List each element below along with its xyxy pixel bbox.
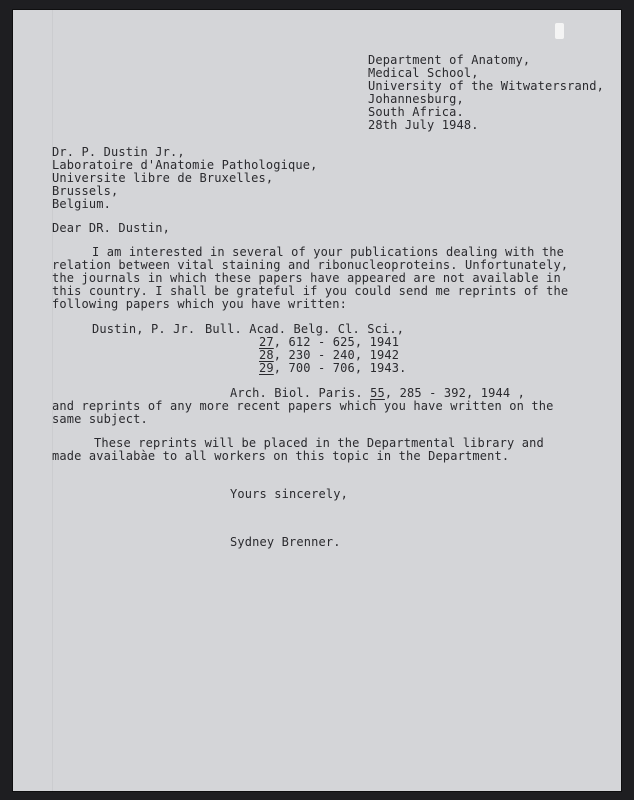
reference-pages: , 285 - 392, 1944 , xyxy=(384,386,525,400)
reference-volume: 29 xyxy=(259,361,274,375)
reference-volume: 28 xyxy=(259,348,274,362)
reference-journal: Arch. Biol. Paris. xyxy=(230,386,371,400)
letterhead-line: South Africa. xyxy=(368,105,464,119)
reference-author: Dustin, P. Jr. xyxy=(92,322,196,336)
reference-volume: 55 xyxy=(370,386,385,400)
reference-pages: , 700 - 706, 1943. xyxy=(273,361,407,375)
reference-journal: Bull. Acad. Belg. Cl. Sci., xyxy=(205,322,405,336)
reference-volume: 27 xyxy=(259,335,274,349)
reference-entry xyxy=(259,362,407,375)
body-line: made availabàe to all workers on this topic in the Department. xyxy=(52,449,510,463)
body-line: the journals in which these papers have appeared are not available in xyxy=(52,271,561,285)
reference-pages: , 612 - 625, 1941 xyxy=(273,335,400,349)
body-line: relation between vital staining and ribonucleoproteins. Unfortunately, xyxy=(52,258,569,272)
paper-tear-mark xyxy=(555,23,564,39)
body-line: I am interested in several of your publications dealing with the xyxy=(92,245,564,259)
letterhead-line: University of the Witwatersrand, xyxy=(368,79,604,93)
recipient-line: Dr. P. Dustin Jr., xyxy=(52,145,185,159)
recipient-line: Brussels, xyxy=(52,184,119,198)
letterhead-line: Johannesburg, xyxy=(368,92,464,106)
recipient-line: Laboratoire d'Anatomie Pathologique, xyxy=(52,158,318,172)
body-line: same subject. xyxy=(52,412,148,426)
body-line: These reprints will be placed in the Departmental library and xyxy=(94,436,544,450)
closing: Yours sincerely, xyxy=(230,487,348,501)
body-line: following papers which you have written: xyxy=(52,297,347,311)
reference-pages: , 230 - 240, 1942 xyxy=(273,348,400,362)
letterhead-line: Medical School, xyxy=(368,66,479,80)
letter-date: 28th July 1948. xyxy=(368,118,479,132)
body-line: and reprints of any more recent papers which you have written on the xyxy=(52,399,554,413)
salutation: Dear DR. Dustin, xyxy=(52,221,170,235)
recipient-line: Universite libre de Bruxelles, xyxy=(52,171,274,185)
letterhead-line: Department of Anatomy, xyxy=(368,53,531,67)
recipient-line: Belgium. xyxy=(52,197,111,211)
letter-page xyxy=(12,9,622,792)
signature: Sydney Brenner. xyxy=(230,535,341,549)
body-line: this country. I shall be grateful if you could send me reprints of the xyxy=(52,284,569,298)
